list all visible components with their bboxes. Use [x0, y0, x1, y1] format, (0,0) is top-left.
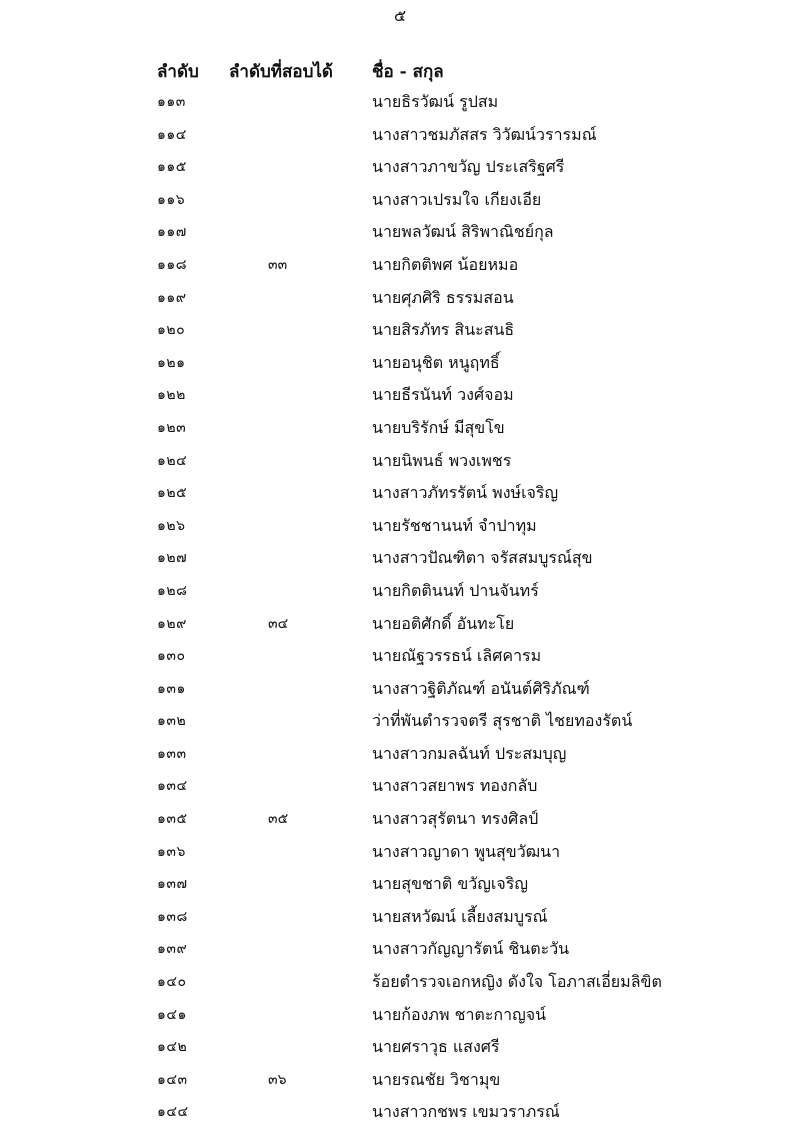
row-name: นายพลวัฒน์ สิริพาณิชย์กุล	[372, 222, 554, 242]
table-row	[0, 347, 800, 380]
table-row	[0, 966, 800, 999]
row-order: ๑๓๘	[157, 908, 188, 925]
row-name: นายธิรวัฒน์ รูปสม	[372, 92, 499, 111]
row-name: นายศุภศิริ ธรรมสอน	[372, 287, 514, 307]
table-row	[0, 151, 800, 184]
row-order: ๑๔๓	[157, 1071, 188, 1088]
table-row	[0, 477, 800, 510]
row-order: ๑๒๓	[157, 419, 187, 436]
row-name: นายศราวุธ แสงศรี	[372, 1037, 500, 1057]
table-row	[0, 1096, 800, 1129]
row-name: นางสาวชมภัสสร วิวัฒน์วรารมณ์	[372, 124, 597, 144]
row-order: ๑๓๑	[157, 680, 186, 697]
row-order: ๑๑๕	[157, 159, 187, 176]
row-name: นายสหวัฒน์ เลี้ยงสมบูรณ์	[372, 906, 548, 926]
row-name: นางสาวญาดา พูนสุขวัฒนา	[372, 841, 561, 861]
row-name: นายบริรักษ์ มีสุขโข	[372, 417, 505, 437]
header-name: ชื่อ - สกุล	[372, 62, 444, 82]
row-order: ๑๓๒	[157, 713, 187, 730]
row-name: นายนิพนธ์ พวงเพชร	[372, 450, 512, 470]
row-order: ๑๒๙	[157, 615, 187, 632]
table-row	[0, 673, 800, 706]
row-name: นายสิรภัทร สินะสนธิ	[372, 320, 515, 340]
table-row	[0, 803, 800, 836]
header-rank: ลำดับที่สอบได้	[229, 62, 333, 82]
table-row	[0, 119, 800, 152]
row-order: ๑๑๔	[157, 126, 187, 143]
table-row	[0, 379, 800, 412]
table-row	[0, 184, 800, 217]
row-rank: ๓๖	[268, 1071, 287, 1088]
row-name: นางสาวเปรมใจ เกียงเอีย	[372, 189, 542, 209]
row-order: ๑๒๘	[157, 582, 188, 599]
row-name: นางสาวสุรัตนา ทรงศิลป์	[372, 809, 539, 829]
table-row	[0, 999, 800, 1032]
row-order: ๑๓๗	[157, 876, 188, 893]
table-row	[0, 640, 800, 673]
row-name: นางสาวกชพร เขมวราภรณ์	[372, 1102, 560, 1122]
table-row	[0, 738, 800, 771]
row-rank: ๓๕	[268, 811, 289, 828]
table-row	[0, 836, 800, 869]
row-order: ๑๔๒	[157, 1039, 188, 1056]
results-list	[0, 86, 800, 1129]
row-name: นายอนุชิต หนูฤทธิ์	[372, 352, 500, 372]
table-header	[0, 58, 800, 84]
row-name: นายกิตติพศ น้อยหมอ	[372, 254, 519, 274]
row-order: ๑๒๐	[157, 322, 186, 339]
row-name: นางสาวภัทรรัตน์ พงษ์เจริญ	[372, 483, 559, 503]
row-order: ๑๒๔	[157, 452, 188, 469]
row-name: ว่าที่พันตำรวจตรี สุรชาติ ไชยทองรัตน์	[372, 711, 633, 731]
row-order: ๑๔๑	[157, 1006, 187, 1023]
table-row	[0, 249, 800, 282]
row-name: นายอติศักดิ์ อันทะโย	[372, 613, 515, 633]
row-order: ๑๒๕	[157, 485, 188, 502]
row-name: นางสาวฐิติภัณฑ์ อนันต์ศิริภัณฑ์	[372, 678, 590, 698]
table-row	[0, 770, 800, 803]
table-row	[0, 608, 800, 641]
row-order: ๑๓๙	[157, 941, 188, 958]
table-row	[0, 282, 800, 315]
row-order: ๑๑๘	[157, 256, 188, 273]
row-order: ๑๑๙	[157, 289, 187, 306]
header-order: ลำดับ	[157, 62, 199, 82]
row-order: ๑๓๕	[157, 811, 188, 828]
table-row	[0, 1064, 800, 1097]
table-row	[0, 86, 800, 119]
row-name: นางสาวปัณฑิตา จรัสสมบูรณ์สุข	[372, 548, 593, 568]
row-rank: ๓๓	[268, 256, 288, 273]
row-name: นายกิตตินนท์ ปานจันทร์	[372, 580, 539, 600]
row-rank: ๓๔	[268, 615, 289, 632]
row-name: นายรัชชานนท์ จำปาทุม	[372, 515, 537, 535]
row-order: ๑๔๔	[157, 1104, 189, 1121]
row-order: ๑๓๓	[157, 745, 187, 762]
row-order: ๑๒๗	[157, 550, 188, 567]
row-name: นางสาวภาขวัญ ประเสริฐศรี	[372, 157, 565, 177]
table-row	[0, 575, 800, 608]
row-name: นายก้องภพ ชาตะกาญจน์	[372, 1004, 547, 1024]
row-order: ๑๓๐	[157, 648, 186, 665]
row-order: ๑๑๓	[157, 94, 186, 110]
row-name: นางสาวกมลฉันท์ ประสมบุญ	[372, 743, 567, 763]
row-order: ๑๓๔	[157, 778, 188, 795]
table-row	[0, 216, 800, 249]
table-row	[0, 542, 800, 575]
table-row	[0, 1031, 800, 1064]
row-order: ๑๒๒	[157, 387, 186, 404]
row-name: นายณัฐวรรธน์ เลิศคารม	[372, 646, 542, 666]
row-order: ๑๑๖	[157, 191, 186, 208]
table-row	[0, 933, 800, 966]
row-name: นายสุขชาติ ขวัญเจริญ	[372, 874, 528, 894]
row-name: ร้อยตำรวจเอกหญิง ดังใจ โอภาสเอี่ยมลิขิต	[372, 972, 662, 992]
row-order: ๑๒๑	[157, 354, 186, 371]
row-order: ๑๑๗	[157, 224, 187, 241]
table-row	[0, 510, 800, 543]
row-order: ๑๔๐	[157, 974, 187, 991]
table-row	[0, 868, 800, 901]
table-row	[0, 901, 800, 934]
row-order: ๑๒๖	[157, 517, 186, 534]
page-number: ๕	[393, 6, 407, 25]
row-name: นายธีรนันท์ วงศ์จอม	[372, 385, 514, 405]
row-name: นางสาวสยาพร ทองกลับ	[372, 776, 538, 796]
row-name: นางสาวกัญญารัตน์ ชินตะวัน	[372, 939, 570, 959]
table-row	[0, 412, 800, 445]
row-order: ๑๓๖	[157, 843, 186, 860]
table-row	[0, 314, 800, 347]
table-row	[0, 705, 800, 738]
row-name: นายรณชัย วิชามุข	[372, 1069, 501, 1089]
table-row	[0, 445, 800, 478]
